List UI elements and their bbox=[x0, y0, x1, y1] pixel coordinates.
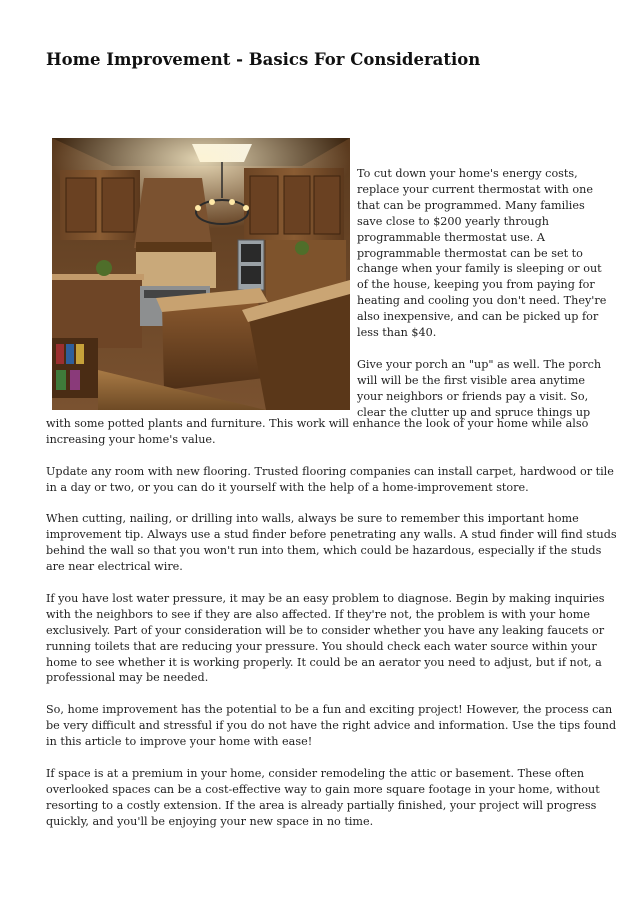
paragraph: If you have lost water pressure, it may be an easy problem to diagnose. Begin by making inquiries with the neighbors to see if they are also affected. If they're not, the problem is with your home exclusively. Part of your consideration will be to consider whether you have any leaking faucets or running toilets that are reducing your pressure. You should check each water source within your home to see whether it is working properly. It could be an aerator you need to adjust, but if not, a professional may be needed. bbox=[46, 591, 605, 685]
paragraph: with some potted plants and furniture. This work will enhance the look of your home while also increasing your home's value. bbox=[46, 417, 589, 446]
paragraph: Give your porch an "up" as well. The porch will will be the first visible area anytime your neighbors or friends pay a visit. So, clear the clutter up and spruce things up bbox=[357, 357, 602, 419]
paragraph: When cutting, nailing, or drilling into walls, always be sure to remember this important home improvement tip. Always use a stud finder before penetrating any walls. A stud finder will find studs behind the wall so that you won't run into them, which could be hazardous, especially if the studs are near electrical wire. bbox=[46, 512, 617, 574]
paragraph: If space is at a premium in your home, consider remodeling the attic or basement. These often overlooked spaces can be a cost-effective way to gain more square footage in your home, without resorting to a costly extension. If the area is already partially finished, your project will progress quickly, and you'll be enjoying your new space in no time. bbox=[46, 766, 600, 828]
body-text bbox=[46, 416, 617, 845]
paragraph: So, home improvement has the potential to be a fun and exciting project! However, the process can be very difficult and stressful if you do not have the right advice and information. Use the tips found in this article to improve your home with ease! bbox=[46, 703, 617, 749]
kitchen-photo bbox=[52, 138, 350, 410]
page-title: Home Improvement - Basics For Consideration bbox=[46, 50, 481, 69]
side-column-text bbox=[357, 166, 605, 436]
paragraph: To cut down your home's energy costs, replace your current thermostat with one that can be programmed. Many families save close to $200 yearly through programmable thermostat use. A programmable thermostat can be set to change when your family is sleeping or out of the house, keeping you from paying for heating and cooling you don't need. They're also inexpensive, and can be picked up for less than $40. bbox=[357, 167, 607, 340]
paragraph: Update any room with new flooring. Trusted flooring companies can install carpet, hardwood or tile in a day or two, or you can do it yourself with the help of a home-improvement store. bbox=[46, 464, 614, 494]
